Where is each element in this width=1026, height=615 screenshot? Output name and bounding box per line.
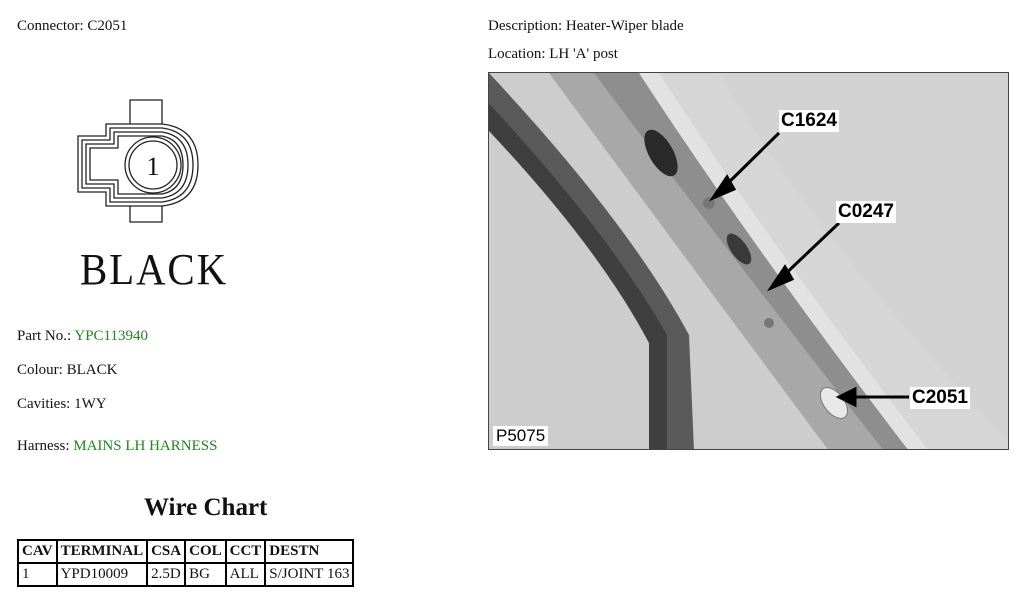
figure-id: P5075	[493, 426, 548, 446]
location-label: Location:	[488, 46, 546, 62]
cell-cav: 1	[18, 563, 57, 586]
col-cav: CAV	[18, 540, 57, 563]
connector-face-diagram	[70, 96, 210, 228]
callout-c1624: C1624	[781, 110, 837, 131]
harness-link[interactable]: MAINS LH HARNESS	[73, 438, 218, 454]
callout-c2051: C2051	[912, 387, 968, 408]
cell-destn: S/JOINT 163	[265, 563, 353, 586]
table-header-row	[18, 540, 353, 563]
table-row	[18, 563, 353, 586]
location-line	[488, 46, 618, 63]
cell-csa: 2.5D	[147, 563, 185, 586]
col-csa: CSA	[147, 540, 185, 563]
description-value: Heater-Wiper blade	[565, 18, 684, 34]
harness-line	[17, 438, 217, 455]
cell-cct: ALL	[226, 563, 266, 586]
cavities-line	[17, 396, 107, 413]
col-cct: CCT	[226, 540, 266, 563]
description-line	[488, 18, 684, 35]
location-value: LH 'A' post	[549, 46, 618, 62]
connector-id: C2051	[87, 18, 128, 34]
part-no-label: Part No.:	[17, 328, 72, 344]
part-no-link[interactable]: YPC113940	[74, 328, 148, 344]
wire-chart-table	[17, 539, 354, 587]
col-col: COL	[185, 540, 226, 563]
description-label: Description:	[488, 18, 563, 34]
cell-terminal: YPD10009	[57, 563, 148, 586]
wire-chart-title: Wire Chart	[144, 494, 268, 521]
col-terminal: TERMINAL	[57, 540, 148, 563]
harness-label: Harness:	[17, 438, 70, 454]
connector-colour-caption: BLACK	[80, 245, 228, 294]
connector-line	[17, 18, 127, 35]
callout-c0247: C0247	[838, 201, 894, 222]
cell-col: BG	[185, 563, 226, 586]
part-no-line	[17, 328, 148, 345]
colour-label: Colour:	[17, 362, 63, 378]
colour-value: BLACK	[66, 362, 118, 378]
connector-label: Connector:	[17, 18, 84, 34]
colour-line	[17, 362, 117, 379]
cavity-number: 1	[146, 152, 160, 181]
cavities-value: 1WY	[74, 396, 107, 412]
col-destn: DESTN	[265, 540, 353, 563]
location-photo	[488, 72, 1009, 450]
cavities-label: Cavities:	[17, 396, 71, 412]
